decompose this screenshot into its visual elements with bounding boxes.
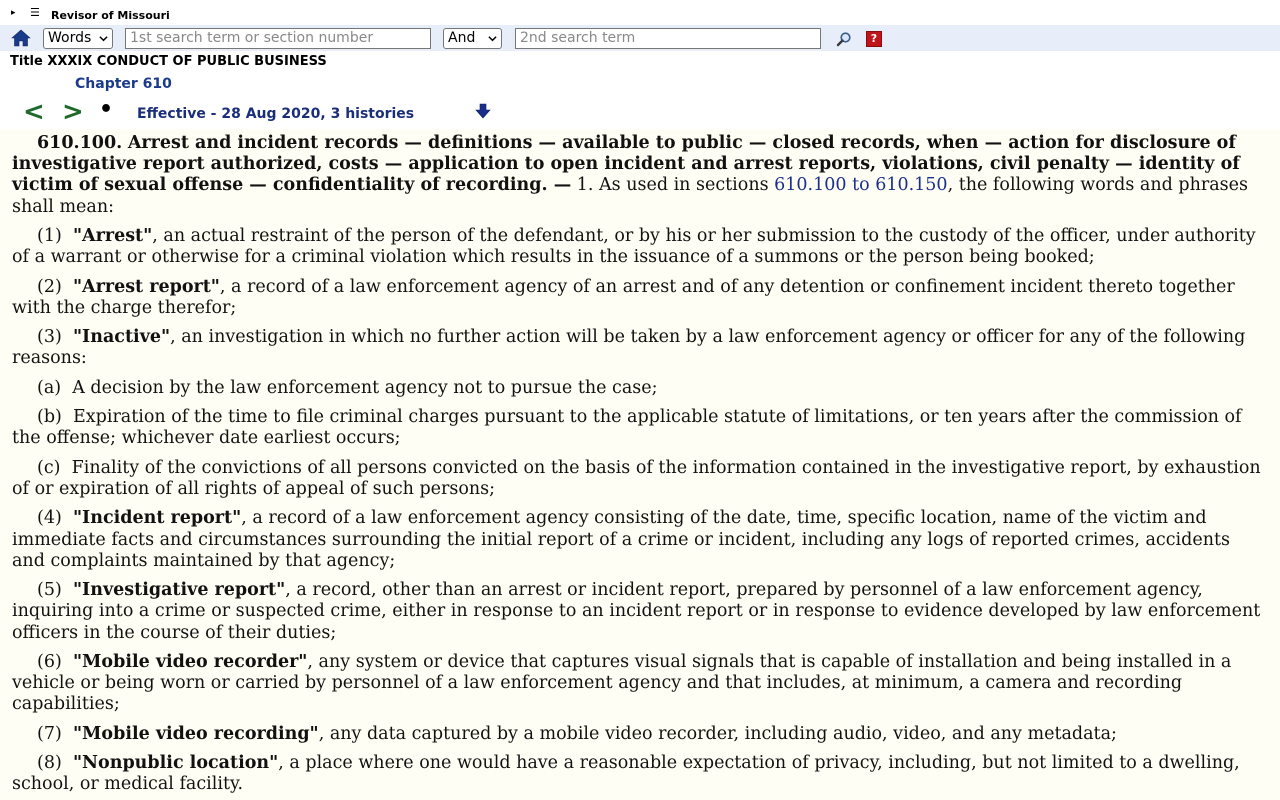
- chapter-link[interactable]: Chapter 610: [75, 76, 172, 92]
- sub-item: [12, 407, 1268, 449]
- first-search-input[interactable]: [125, 28, 431, 49]
- item-number: (a): [37, 377, 62, 398]
- item-number: (2): [37, 276, 62, 297]
- sub-item-text: A decision by the law enforcement agency not to pursue the case;: [72, 377, 658, 398]
- defined-term: "Incident report": [72, 508, 242, 529]
- second-search-input[interactable]: [515, 28, 821, 49]
- top-header: [0, 0, 1280, 25]
- defined-term: "Nonpublic location": [72, 753, 279, 774]
- definition-text: , an investigation in which no further action will be taken by a law enforcement agency or officer for any of the following reasons:: [12, 327, 1246, 369]
- search-operator-value: And: [448, 30, 476, 46]
- definition-text: , any data captured by a mobile video recorder, including audio, video, and any metadata;: [318, 723, 1117, 744]
- item-number: (c): [37, 457, 61, 478]
- item-number: (8): [37, 753, 62, 774]
- intro-text-post: , the following words and phrases shall mean:: [12, 175, 1248, 217]
- search-type-select[interactable]: [43, 28, 113, 49]
- current-section-dot: •: [99, 97, 114, 122]
- definition-text: , a place where one would have a reasonable expectation of privacy, including, but not limited to a dwelling, school, or medical facility.: [12, 753, 1240, 795]
- next-section-button[interactable]: >: [62, 97, 84, 127]
- help-button[interactable]: ?: [866, 31, 882, 47]
- definition-text: , a record of a law enforcement agency consisting of the date, time, specific location, name of the victim and immediate facts and circumstances surrounding the initial report of a crime or incident, including any logs of reported crimes, accidents and complaints maintained by that agency;: [12, 508, 1230, 571]
- item-number: (6): [37, 651, 62, 672]
- item-number: (7): [37, 723, 62, 744]
- defined-term: "Mobile video recording": [72, 723, 319, 744]
- definition-item: [12, 652, 1268, 716]
- definition-text: , any system or device that captures visual signals that is capable of installation and being installed in a vehicle or being worn or carried by personnel of a law enforcement agency and that includes, at minimum, a camera and recording capabilities;: [12, 651, 1232, 715]
- sub-item-text: Expiration of the time to file criminal charges pursuant to the applicable statute of limitations, or ten years after the commission of the offense; whichever date earliest occurs;: [12, 407, 1242, 449]
- site-title: Revisor of Missouri: [51, 9, 170, 22]
- search-icon[interactable]: [836, 31, 852, 47]
- definition-text: , a record, other than an arrest or incident report, prepared by personnel of a law enforcement agency, inquiring into a crime or suspected crime, either in response to an incident report or in response to evidence developed by law enforcement officers in the course of their duties;: [12, 580, 1261, 643]
- defined-term: "Investigative report": [72, 580, 286, 601]
- defined-term: "Inactive": [72, 327, 171, 348]
- item-number: (5): [37, 580, 62, 601]
- definition-item: [12, 753, 1268, 795]
- defined-term: "Arrest": [72, 226, 153, 246]
- definition-item: [12, 724, 1268, 745]
- sub-item: [12, 378, 1268, 399]
- home-icon[interactable]: [11, 28, 31, 48]
- item-number: (b): [37, 407, 62, 428]
- first-search-placeholder: 1st search term or section number: [130, 30, 374, 46]
- item-number: (4): [37, 508, 62, 529]
- section-number: 610.100.: [37, 133, 123, 153]
- definition-item: [12, 226, 1268, 268]
- definition-item: [12, 508, 1268, 572]
- previous-section-button[interactable]: <: [23, 97, 45, 127]
- section-heading-paragraph: [12, 133, 1268, 218]
- section-heading: Arrest and incident records — definitions — available to public — closed records, when — action for disclosure of investigative report authorized, costs — application to open incident and arrest reports, violations, civil penalty — identity of victim of sexual offense — confidentiality of recording. —: [12, 133, 1240, 196]
- definition-text: , a record of a law enforcement agency of an arrest and of any detention or confinement incident thereto together with the charge therefor;: [12, 276, 1235, 318]
- statute-content: [0, 129, 1280, 800]
- hamburger-menu-icon[interactable]: ☰: [30, 6, 40, 19]
- intro-text-pre: 1. As used in sections: [571, 175, 775, 196]
- sub-item: [12, 458, 1268, 500]
- definition-item: [12, 277, 1268, 319]
- chevron-down-icon: [99, 34, 108, 43]
- item-number: (1): [37, 226, 62, 246]
- section-range-link[interactable]: 610.100 to 610.150: [774, 175, 948, 196]
- second-search-placeholder: 2nd search term: [520, 30, 636, 46]
- defined-term: "Arrest report": [72, 276, 220, 297]
- defined-term: "Mobile video recorder": [72, 651, 308, 672]
- statute-text: [12, 133, 1268, 800]
- sub-item-text: Finality of the convictions of all persons convicted on the basis of the information contained in the investigative report, by exhaustion of or expiration of all rights of appeal of such persons;: [12, 457, 1261, 499]
- breadcrumb-title: Title XXXIX CONDUCT OF PUBLIC BUSINESS: [10, 54, 327, 69]
- search-operator-select[interactable]: [443, 28, 502, 49]
- definition-item: [12, 580, 1268, 644]
- expand-triangle-icon[interactable]: ▸: [11, 8, 16, 18]
- chevron-down-icon: [488, 34, 497, 43]
- arrow-down-icon[interactable]: [474, 102, 492, 120]
- search-type-value: Words: [48, 30, 92, 46]
- definition-text: , an actual restraint of the person of the defendant, or by his or her submission to the custody of the officer, under authority of a warrant or otherwise for a criminal violation which results in the issuance of a summons or the person being booked;: [12, 226, 1256, 268]
- item-number: (3): [37, 327, 62, 348]
- effective-histories-link[interactable]: Effective - 28 Aug 2020, 3 histories: [137, 106, 415, 122]
- definition-item: [12, 327, 1268, 369]
